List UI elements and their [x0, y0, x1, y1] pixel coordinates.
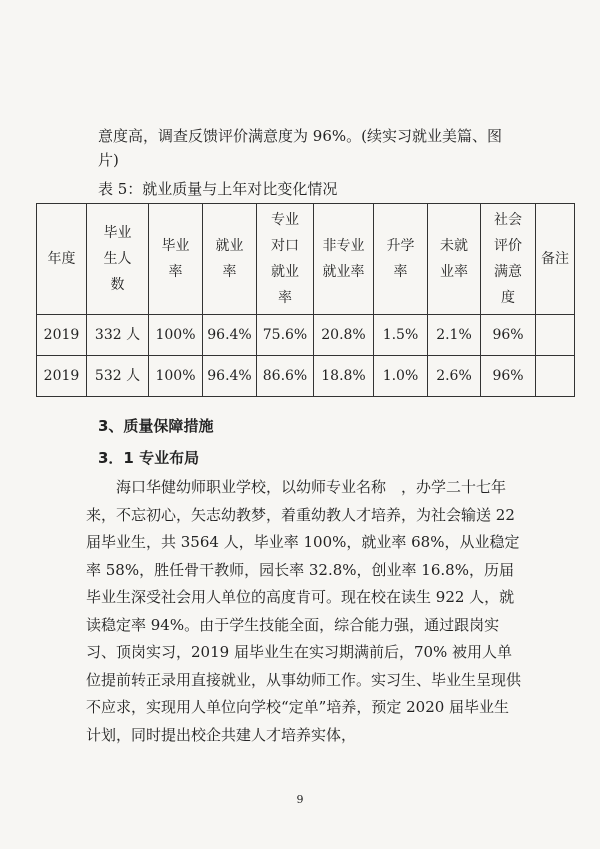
section-heading: 3、质量保障措施: [98, 417, 214, 435]
table-cell: 1.0%: [374, 356, 428, 397]
table-cell: [536, 356, 575, 397]
table-cell: 75.6%: [257, 315, 314, 356]
table-cell: 100%: [149, 315, 203, 356]
header-cell: 专业对口就业率: [257, 204, 314, 315]
header-cell: 非专业就业率: [314, 204, 374, 315]
table-caption: 表 5：就业质量与上年对比变化情况: [98, 180, 338, 198]
employment-quality-table: [36, 203, 575, 397]
header-cell: 未就业率: [428, 204, 481, 315]
table-row: [37, 315, 575, 356]
table-cell: 86.6%: [257, 356, 314, 397]
table-cell: 2.1%: [428, 315, 481, 356]
table-cell: 100%: [149, 356, 203, 397]
table-cell: 96%: [481, 315, 536, 356]
table-row: [37, 356, 575, 397]
table-cell: 96%: [481, 356, 536, 397]
header-cell: 就业率: [203, 204, 257, 315]
header-cell: 升学率: [374, 204, 428, 315]
table-cell: 1.5%: [374, 315, 428, 356]
table-cell: [536, 315, 575, 356]
table-cell: 532 人: [87, 356, 149, 397]
intro-paragraph: 意度高，调查反馈评价满意度为 96%。(续实习就业美篇、图片): [98, 127, 502, 169]
table-cell: 20.8%: [314, 315, 374, 356]
body-paragraph-text: 海口华健幼师职业学校，以幼师专业名称 ，办学二十七年来，不忘初心，矢志幼教梦，着重幼教人才培养，为社会输送 22 届毕业生，共 3564 人，毕业率 100%，就业率 68%，从业稳定率 58%，胜任骨干教师，园长率 32.8%，创业率 16.8%，历届毕业生深受社会用人单位的高度肯可。现在校在读生 922 人，就读稳定率 94%。由于学生技能全面，综合能力强，通过跟岗实习、顶岗实习，2019 届毕业生在实习期满前后，70% 被用人单位提前转正录用直接就业，从事幼师工作。实习生、毕业生呈现供不应求，实现用人单位向学校“定单”培养，预定 2020 届毕业生计划，同时提出校企共建人才培养实体，: [86, 478, 522, 744]
subsection-heading: 3．1 专业布局: [98, 449, 200, 467]
table-cell: 2019: [37, 356, 87, 397]
body-paragraph: [86, 474, 522, 749]
table-cell: 96.4%: [203, 315, 257, 356]
header-cell: 年度: [37, 204, 87, 315]
table-header-row: [37, 204, 575, 315]
header-cell: 毕业率: [149, 204, 203, 315]
table-cell: 332 人: [87, 315, 149, 356]
table-cell: 2.6%: [428, 356, 481, 397]
header-cell: 备注: [536, 204, 575, 315]
table-cell: 2019: [37, 315, 87, 356]
table-cell: 96.4%: [203, 356, 257, 397]
page-number: 9: [296, 793, 304, 806]
table-cell: 18.8%: [314, 356, 374, 397]
header-cell: 毕业生人数: [87, 204, 149, 315]
header-cell: 社会评价满意度: [481, 204, 536, 315]
